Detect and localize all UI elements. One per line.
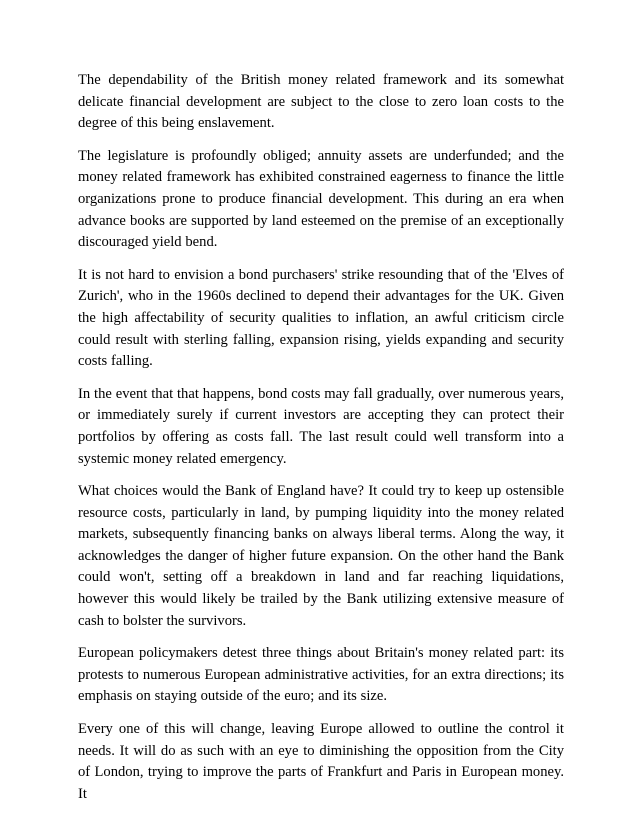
document-body bbox=[78, 70, 564, 805]
paragraph: In the event that that happens, bond costs may fall gradually, over numerous years, or immediately surely if current investors are accepting they can protect their portfolios by offering as costs fall. The last result could well transform into a systemic money related emergency. bbox=[78, 385, 564, 467]
paragraph: The dependability of the British money related framework and its somewhat delicate financial development are subject to the close to zero loan costs to the degree of this being enslavement. bbox=[78, 72, 564, 132]
paragraph: European policymakers detest three things about Britain's money related part: its protests to numerous European administrative activities, for an extra directions; its emphasis on staying outside of the euro; and its size. bbox=[78, 645, 564, 705]
paragraph: Every one of this will change, leaving Europe allowed to outline the control it needs. It will do as such with an eye to diminishing the opposition from the City of London, trying to improve the parts of Frankfurt and Paris in European money. It bbox=[78, 721, 564, 802]
paragraph: It is not hard to envision a bond purchasers' strike resounding that of the 'Elves of Zurich', who in the 1960s declined to depend their advantages for the UK. Given the high affectability of security qualities to inflation, an awful criticism circle could result with sterling falling, expansion rising, yields expanding and security costs falling. bbox=[78, 266, 564, 370]
paragraph: What choices would the Bank of England have? It could try to keep up ostensible resource costs, particularly in land, by pumping liquidity into the money related markets, subsequently financing banks on always liberal terms. Along the way, it acknowledges the danger of higher future expansion. On the other hand the Bank could won't, setting off a breakdown in land and far reaching liquidations, however this would likely be trailed by the Bank utilizing extensive measure of cash to bolster the survivors. bbox=[78, 483, 564, 629]
paragraph: The legislature is profoundly obliged; annuity assets are underfunded; and the money related framework has exhibited constrained eagerness to finance the little organizations prone to produce financial development. This during an era when advance books are supported by land esteemed on the premise of an exceptionally discouraged yield bend. bbox=[78, 147, 564, 251]
